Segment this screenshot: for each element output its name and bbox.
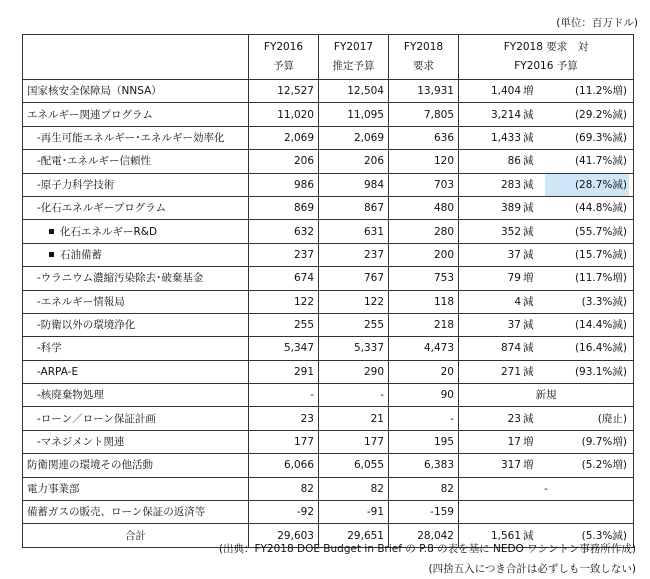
cell-change: 37 減 (15.7%減)	[459, 243, 634, 266]
table-row	[23, 454, 634, 477]
cell-fy2016: 11,020	[249, 103, 319, 126]
table-row	[23, 150, 634, 173]
row-label: -核廃棄物処理	[23, 384, 249, 407]
cell-change: 283 減 (28.7%減)	[459, 173, 634, 196]
table-row	[23, 220, 634, 243]
cell-change: 86 減 (41.7%減)	[459, 150, 634, 173]
cell-change: 4 減 (3.3%減)	[459, 290, 634, 313]
rounding-footnote: (四捨五入につき合計は必ずしも一致しない)	[428, 563, 636, 575]
row-label: -ローン／ローン保証計画	[23, 407, 249, 430]
table-row	[23, 103, 634, 126]
cell-fy2016: 632	[249, 220, 319, 243]
cell-fy2016: 23	[249, 407, 319, 430]
cell-fy2017: 177	[319, 430, 389, 453]
cell-change: 23 減 (廃止)	[459, 407, 634, 430]
cell-fy2018: 7,805	[389, 103, 459, 126]
cell-fy2018: 480	[389, 196, 459, 219]
cell-change: -	[459, 477, 634, 500]
cell-fy2017: -91	[319, 501, 389, 524]
header-label-cell	[23, 35, 249, 80]
total-change: 1,561 減 (5.3%減)	[459, 524, 634, 547]
cell-fy2018: 636	[389, 126, 459, 149]
cell-change: 874 減 (16.4%減)	[459, 337, 634, 360]
header-fy2016: FY2016 予算	[249, 35, 319, 80]
cell-fy2017: 984	[319, 173, 389, 196]
cell-fy2016: 12,527	[249, 80, 319, 103]
cell-fy2018: -	[389, 407, 459, 430]
total-fy2017: 29,651	[319, 524, 389, 547]
cell-change: 79 増 (11.7%増)	[459, 267, 634, 290]
header-change: FY2018 要求 対 FY2016 予算	[459, 35, 634, 80]
cell-fy2018: -159	[389, 501, 459, 524]
cell-change: 17 増 (9.7%増)	[459, 430, 634, 453]
table-header	[23, 35, 634, 80]
row-label: -科学	[23, 337, 249, 360]
cell-fy2016: -92	[249, 501, 319, 524]
source-footnote: (出典：FY2018 DOE Budget in Brief の P.8 の表を基に NEDO ワシントン事務所作成)	[218, 543, 636, 555]
cell-fy2017: 867	[319, 196, 389, 219]
cell-change	[459, 501, 634, 524]
table-row	[23, 290, 634, 313]
table-row	[23, 267, 634, 290]
cell-fy2018: 200	[389, 243, 459, 266]
cell-fy2018: 118	[389, 290, 459, 313]
cell-fy2018: 753	[389, 267, 459, 290]
cell-fy2016: 122	[249, 290, 319, 313]
cell-fy2016: 177	[249, 430, 319, 453]
budget-table	[22, 34, 634, 548]
cell-fy2016: 5,347	[249, 337, 319, 360]
cell-fy2017: 82	[319, 477, 389, 500]
cell-fy2017: 206	[319, 150, 389, 173]
row-label: -化石エネルギープログラム	[23, 196, 249, 219]
cell-fy2016: 986	[249, 173, 319, 196]
cell-fy2018: 703	[389, 173, 459, 196]
cell-change: 1,404 増 (11.2%増)	[459, 80, 634, 103]
row-label: 石油備蓄	[23, 243, 249, 266]
table-row	[23, 173, 634, 196]
cell-fy2018: 20	[389, 360, 459, 383]
table-row	[23, 243, 634, 266]
bullet-icon	[49, 229, 54, 234]
table-row	[23, 80, 634, 103]
row-label: 備蓄ガスの販売、ローン保証の返済等	[23, 501, 249, 524]
cell-change: 271 減 (93.1%減)	[459, 360, 634, 383]
cell-change: 389 減 (44.8%減)	[459, 196, 634, 219]
cell-fy2017: -	[319, 384, 389, 407]
bullet-icon	[49, 252, 54, 257]
row-label: -再生可能エネルギー･エネルギー効率化	[23, 126, 249, 149]
cell-fy2018: 218	[389, 313, 459, 336]
table-row	[23, 360, 634, 383]
header-fy2018: FY2018 要求	[389, 35, 459, 80]
cell-change: 1,433 減 (69.3%減)	[459, 126, 634, 149]
cell-fy2018: 90	[389, 384, 459, 407]
table-row	[23, 407, 634, 430]
cell-change: 3,214 減 (29.2%減)	[459, 103, 634, 126]
table-row	[23, 126, 634, 149]
unit-note: (単位：百万ドル)	[556, 17, 638, 29]
table-row	[23, 430, 634, 453]
cell-fy2016: -	[249, 384, 319, 407]
cell-fy2016: 6,066	[249, 454, 319, 477]
cell-fy2016: 2,069	[249, 126, 319, 149]
cell-fy2017: 12,504	[319, 80, 389, 103]
cell-change: 37 減 (14.4%減)	[459, 313, 634, 336]
cell-fy2016: 674	[249, 267, 319, 290]
cell-fy2018: 120	[389, 150, 459, 173]
cell-fy2017: 122	[319, 290, 389, 313]
row-label: -配電･エネルギー信頼性	[23, 150, 249, 173]
cell-fy2017: 5,337	[319, 337, 389, 360]
cell-fy2017: 2,069	[319, 126, 389, 149]
cell-fy2017: 11,095	[319, 103, 389, 126]
row-label: -マネジメント関連	[23, 430, 249, 453]
row-label: -エネルギー情報局	[23, 290, 249, 313]
cell-fy2018: 13,931	[389, 80, 459, 103]
row-label: 電力事業部	[23, 477, 249, 500]
cell-fy2018: 280	[389, 220, 459, 243]
cell-fy2017: 767	[319, 267, 389, 290]
header-fy2017: FY2017 推定予算	[319, 35, 389, 80]
table-row	[23, 501, 634, 524]
cell-fy2017: 21	[319, 407, 389, 430]
cell-fy2017: 290	[319, 360, 389, 383]
row-label: エネルギー関連プログラム	[23, 103, 249, 126]
cell-fy2017: 237	[319, 243, 389, 266]
row-label: -防衛以外の環境浄化	[23, 313, 249, 336]
cell-fy2018: 4,473	[389, 337, 459, 360]
cell-fy2016: 206	[249, 150, 319, 173]
cell-change: 新規	[459, 384, 634, 407]
total-fy2018: 28,042	[389, 524, 459, 547]
total-fy2016: 29,603	[249, 524, 319, 547]
cell-change: 352 減 (55.7%減)	[459, 220, 634, 243]
cell-fy2016: 255	[249, 313, 319, 336]
cell-fy2018: 82	[389, 477, 459, 500]
table-row	[23, 384, 634, 407]
cell-fy2018: 6,383	[389, 454, 459, 477]
row-label: -ARPA-E	[23, 360, 249, 383]
table-row	[23, 337, 634, 360]
row-label: -ウラニウム濃縮汚染除去･破棄基金	[23, 267, 249, 290]
cell-change: 317 増 (5.2%増)	[459, 454, 634, 477]
row-label: -原子力科学技術	[23, 173, 249, 196]
cell-fy2016: 237	[249, 243, 319, 266]
cell-fy2016: 82	[249, 477, 319, 500]
cell-fy2016: 291	[249, 360, 319, 383]
table-row	[23, 477, 634, 500]
table-row	[23, 313, 634, 336]
cell-fy2017: 255	[319, 313, 389, 336]
table-row	[23, 196, 634, 219]
row-label: 化石エネルギーR&D	[23, 220, 249, 243]
total-label: 合計	[23, 524, 249, 547]
cell-fy2017: 631	[319, 220, 389, 243]
cell-fy2016: 869	[249, 196, 319, 219]
row-label: 国家核安全保障局（NNSA）	[23, 80, 249, 103]
cell-fy2017: 6,055	[319, 454, 389, 477]
cell-fy2018: 195	[389, 430, 459, 453]
row-label: 防衛関連の環境その他活動	[23, 454, 249, 477]
